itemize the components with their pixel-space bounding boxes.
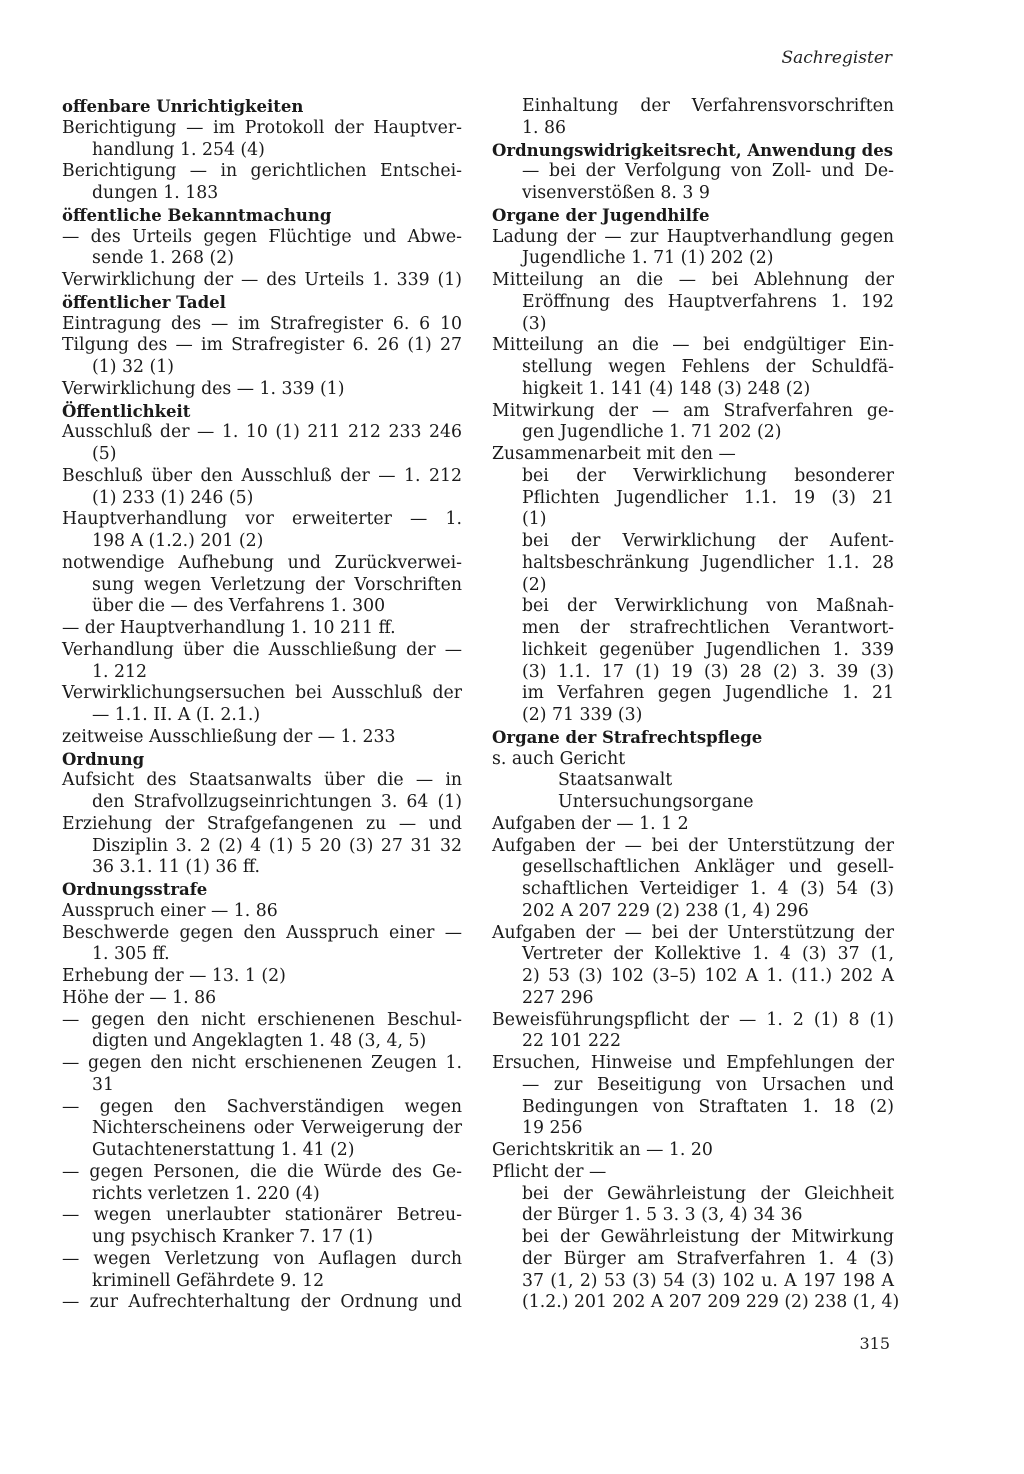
index-entry-line: — wegen unerlaubter stationärer Betreu- [62, 1205, 462, 1226]
index-entry-line: — der Hauptverhandlung 1. 10 211 ff. [62, 618, 396, 638]
index-entry-line: — zur Beseitigung von Ursachen und [522, 1074, 894, 1095]
index-entry-line: bei der Verwirklichung der Aufent- [522, 531, 894, 551]
index-heading: offenbare Unrichtigkeiten [62, 97, 304, 116]
index-entry-line: Berichtigung — in gerichtlichen Entschei- [62, 161, 462, 182]
index-entry-line: Eintragung des — im Strafregister 6. 6 10 [62, 313, 462, 334]
index-heading: öffentlicher Tadel [62, 292, 226, 312]
index-entry-line: Ausspruch einer — 1. 86 [62, 900, 278, 921]
index-heading: Ordnungsstrafe [62, 880, 208, 899]
index-heading: Ordnungswidrigkeitsrecht, Anwendung des [492, 140, 894, 160]
index-entry-line: Berichtigung — im Protokoll der Hauptver- [62, 117, 462, 138]
index-entry-line: (1.2.) 201 202 A 207 209 229 (2) 238 (1, 4) [522, 1292, 900, 1313]
index-entry-line: Pflichten Jugendlicher 1.1. 19 (3) 21 [522, 487, 894, 508]
index-entry-line: Höhe der — 1. 86 [62, 987, 217, 1008]
index-heading: Öffentlichkeit [62, 401, 191, 421]
index-heading: öffentliche Bekanntmachung [62, 205, 332, 225]
page-number: 315 [859, 1334, 890, 1353]
index-entry-line: Beschluß über den Ausschluß der — 1. 212 [62, 465, 462, 486]
index-entry-line: notwendige Aufhebung und Zurückverwei- [62, 552, 462, 573]
index-entry-line: (3) [522, 313, 547, 334]
index-entry-line: Vertreter der Kollektive 1. 4 (3) 37 (1, [522, 944, 894, 965]
index-entry-line: Gerichtskritik an — 1. 20 [492, 1140, 713, 1160]
index-entry-line: Ladung der — zur Hauptverhandlung gegen [492, 226, 894, 247]
index-entry-line: 1. 212 [92, 661, 147, 682]
index-entry-line: bei der Gewährleistung der Gleichheit [522, 1183, 894, 1204]
index-entry-line: 22 101 222 [522, 1031, 621, 1052]
index-entry-line: 31 [92, 1074, 114, 1095]
index-entry-line: haltsbeschränkung Jugendlicher 1.1. 28 [522, 552, 894, 573]
index-entry-line: — gegen Personen, die die Würde des Ge- [62, 1161, 462, 1182]
index-entry-line: Aufsicht des Staatsanwalts über die — in [62, 770, 462, 791]
index-entry-line: s. auch Gericht [492, 748, 626, 769]
index-entry-line: — gegen den nicht erschienenen Zeugen 1. [62, 1053, 462, 1073]
index-entry-line: 36 3.1. 11 (1) 36 ff. [92, 857, 261, 878]
index-entry-line: sende 1. 268 (2) [92, 248, 234, 269]
index-entry-line: über die — des Verfahrens 1. 300 [92, 596, 386, 617]
index-entry-line: Pflicht der — [492, 1161, 607, 1182]
index-entry-line: — gegen den Sachverständigen wegen [62, 1096, 462, 1117]
index-entry-line: (3) 1.1. 17 (1) 19 (3) 28 (2) 3. 39 (3) [522, 661, 894, 682]
index-entry-line: (1) 233 (1) 246 (5) [92, 487, 254, 508]
index-entry-line: Bedingungen von Straftaten 1. 18 (2) [522, 1096, 894, 1117]
index-entry-line: — des Urteils gegen Flüchtige und Abwe- [62, 226, 462, 247]
index-entry-line: Staatsanwalt [558, 770, 673, 791]
index-entry-line: im Verfahren gegen Jugendliche 1. 21 [522, 683, 894, 704]
index-entry-line: Aufgaben der — 1. 1 2 [492, 813, 689, 834]
index-entry-line: schaftlichen Verteidiger 1. 4 (3) 54 (3) [522, 879, 894, 899]
index-entry-line: kriminell Gefährdete 9. 12 [92, 1270, 325, 1291]
index-entry-line: (1) [522, 509, 547, 530]
index-entry-line: (5) [92, 444, 117, 464]
index-entry-line: Beweisführungspflicht der — 1. 2 (1) 8 (1) [492, 1009, 894, 1030]
index-entry-line: — zur Aufrechterhaltung der Ordnung und [62, 1292, 462, 1313]
index-entry-line: Verwirklichungsersuchen bei Ausschluß der [62, 683, 462, 704]
index-entry-line: 1. 305 ff. [92, 944, 170, 965]
index-entry-line: der Bürger 1. 5 3. 3 (3, 4) 34 36 [522, 1205, 803, 1226]
index-entry-line: gesellschaftlichen Ankläger und gesell- [522, 857, 894, 878]
index-entry-line: Mitteilung an die — bei Ablehnung der [492, 270, 894, 290]
index-heading: Organe der Jugendhilfe [492, 205, 710, 225]
index-entry-line: zeitweise Ausschließung der — 1. 233 [62, 726, 396, 747]
index-entry-line: Verwirklichung der — des Urteils 1. 339 (1) [62, 270, 462, 290]
index-entry-line: 19 256 [522, 1118, 583, 1139]
index-entry-line: Aufgaben der — bei der Unterstützung der [492, 835, 894, 856]
running-header: Sachregister [781, 48, 892, 68]
index-entry-line: Erhebung der — 13. 1 (2) [62, 966, 286, 986]
index-heading: Ordnung [62, 749, 145, 769]
index-entry-line: bei der Gewährleistung der Mitwirkung [522, 1227, 894, 1247]
index-entry-line: Zusammenarbeit mit den — [492, 444, 736, 464]
index-entry-line: Hauptverhandlung vor erweiterter — 1. [62, 509, 462, 530]
index-entry-line: Tilgung des — im Strafregister 6. 26 (1) 27 [62, 335, 462, 356]
index-entry-line: — 1.1. II. A (I. 2.1.) [92, 705, 261, 725]
index-entry-line: bei der Verwirklichung besonderer [522, 465, 894, 486]
index-entry-line: visenverstößen 8. 3 9 [522, 183, 710, 203]
index-entry-line: Mitteilung an die — bei endgültiger Ein- [492, 335, 894, 356]
left-column [62, 96, 462, 1314]
index-entry-line: Untersuchungsorgane [558, 792, 754, 812]
index-entry-line: sung wegen Verletzung der Vorschriften [92, 574, 462, 595]
index-entry-line: Einhaltung der Verfahrensvorschriften [522, 96, 894, 116]
index-entry-line: Aufgaben der — bei der Unterstützung der [492, 922, 894, 943]
index-entry-line: der Bürger am Strafverfahren 1. 4 (3) [522, 1248, 894, 1269]
index-entry-line: (1) 32 (1) [92, 357, 174, 377]
index-entry-line: dungen 1. 183 [92, 183, 219, 203]
index-entry-line: richts verletzen 1. 220 (4) [92, 1183, 320, 1204]
index-entry-line: 202 A 207 229 (2) 238 (1, 4) 296 [522, 900, 809, 921]
index-entry-line: 2) 53 (3) 102 (3–5) 102 A 1. (11.) 202 A [522, 966, 894, 986]
index-entry-line: Eröffnung des Hauptverfahrens 1. 192 [522, 291, 894, 312]
index-entry-line: Gutachtenerstattung 1. 41 (2) [92, 1140, 355, 1160]
index-entry-line: Jugendliche 1. 71 (1) 202 (2) [522, 248, 774, 269]
index-entry-line: Erziehung der Strafgefangenen zu — und [62, 813, 462, 834]
index-entry-line: — gegen den nicht erschienenen Beschul- [62, 1009, 462, 1030]
index-entry-line: bei der Verwirklichung von Maßnah- [522, 596, 894, 617]
index-entry-line: Disziplin 3. 2 (2) 4 (1) 5 20 (3) 27 31 32 [92, 835, 462, 856]
index-entry-line: 37 (1, 2) 53 (3) 54 (3) 102 u. A 197 198 A [522, 1270, 894, 1291]
index-entry-line: Ersuchen, Hinweise und Empfehlungen der [492, 1053, 894, 1073]
index-entry-line: — wegen Verletzung von Auflagen durch [62, 1248, 462, 1269]
index-entry-line: Beschwerde gegen den Ausspruch einer — [62, 922, 462, 943]
index-entry-line: ung psychisch Kranker 7. 17 (1) [92, 1227, 374, 1247]
index-entry-line: 198 A (1.2.) 201 (2) [92, 531, 264, 551]
index-entry-line: (2) [522, 574, 547, 595]
index-entry-line: Verhandlung über die Ausschließung der — [62, 639, 462, 660]
right-column [492, 96, 900, 1314]
index-entry-line: Mitwirkung der — am Strafverfahren ge- [492, 400, 894, 421]
index-entry-line: gen Jugendliche 1. 71 202 (2) [522, 422, 782, 443]
index-entry-line: stellung wegen Fehlens der Schuldfä- [522, 357, 894, 377]
index-entry-line: 1. 86 [522, 117, 566, 138]
index-entry-line: handlung 1. 254 (4) [92, 139, 265, 160]
index-entry-line: Verwirklichung des — 1. 339 (1) [62, 378, 345, 399]
index-entry-line: Ausschluß der — 1. 10 (1) 211 212 233 246 [62, 422, 462, 443]
index-heading: Organe der Strafrechtspflege [492, 727, 763, 747]
index-entry-line: higkeit 1. 141 (4) 148 (3) 248 (2) [522, 378, 811, 399]
index-entry-line: — bei der Verfolgung von Zoll- und De- [522, 161, 894, 182]
index-entry-line: lichkeit gegenüber Jugendlichen 1. 339 [522, 639, 894, 660]
index-entry-line: den Strafvollzugseinrichtungen 3. 64 (1) [92, 792, 462, 812]
index-entry-line: 227 296 [522, 987, 594, 1008]
index-entry-line: digten und Angeklagten 1. 48 (3, 4, 5) [92, 1031, 427, 1052]
index-entry-line: (2) 71 339 (3) [522, 705, 643, 725]
index-entry-line: Nichterscheinens oder Verweigerung der [92, 1118, 462, 1139]
index-entry-line: men der strafrechtlichen Verantwort- [522, 618, 894, 638]
